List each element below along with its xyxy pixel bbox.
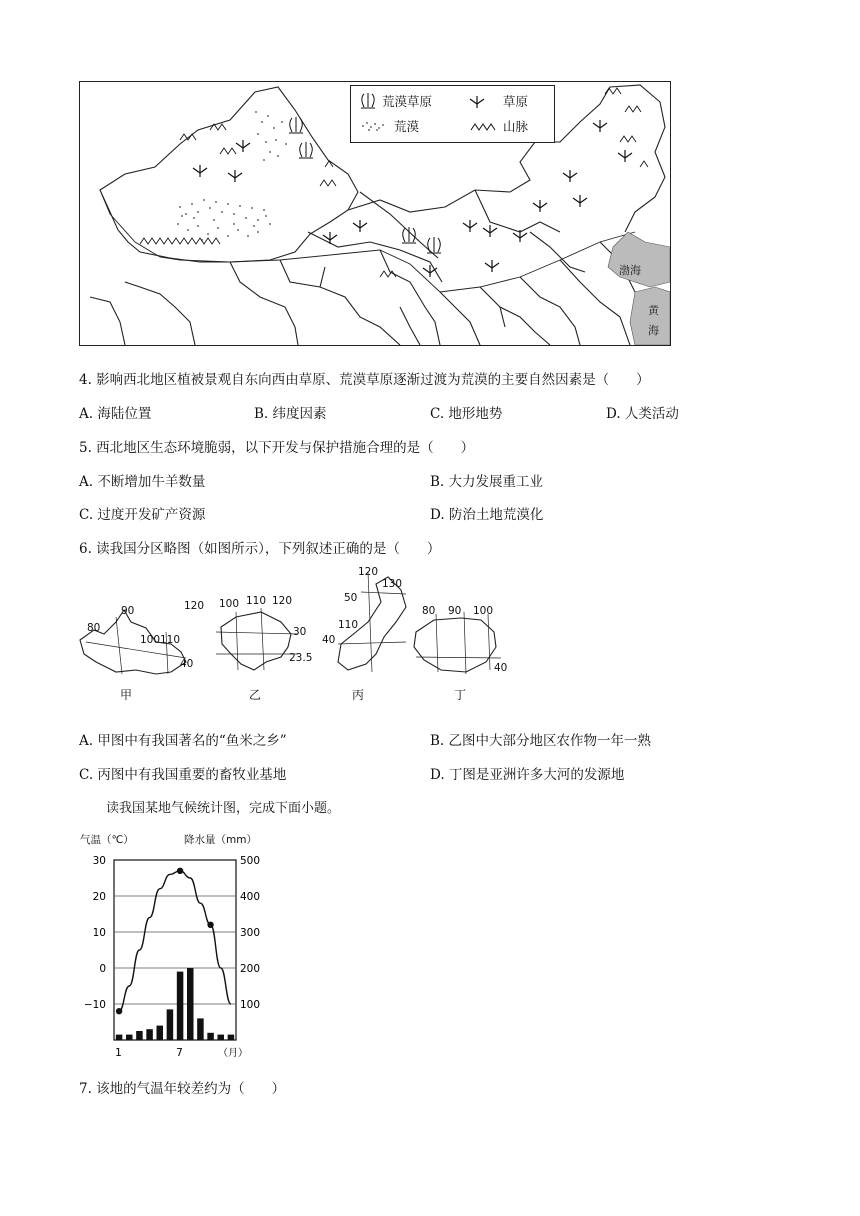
ding-label-80: 80 xyxy=(422,605,436,617)
x-axis-unit: （月） xyxy=(218,1048,248,1059)
question-6-stem: 6. 读我国分区略图（如图所示），下列叙述正确的是（ ） xyxy=(79,541,441,557)
steppe-icon xyxy=(469,93,485,109)
bing-label-110: 110 xyxy=(338,619,359,631)
steppe-symbols xyxy=(193,120,632,277)
precipitation-bar xyxy=(217,1035,224,1040)
q6-option-a[interactable]: A. 甲图中有我国著名的“鱼米之乡” xyxy=(79,733,287,749)
yi-label-110: 110 xyxy=(246,595,267,607)
precipitation-bar xyxy=(197,1018,204,1040)
climate-chart-intro: 读我国某地气候统计图，完成下面小题。 xyxy=(106,801,341,816)
region-ding-outline xyxy=(414,618,496,672)
temperature-tick-label: 30 xyxy=(92,855,106,867)
bohai-sea xyxy=(608,232,670,287)
climate-chart-svg xyxy=(74,828,274,1068)
bohai-label: 渤海 xyxy=(619,264,641,277)
region-yi-name: 乙 xyxy=(249,688,262,702)
bing-label-40: 40 xyxy=(322,634,336,646)
jia-label-80: 80 xyxy=(87,622,101,634)
precipitation-bar xyxy=(116,1035,123,1040)
huanghai-label-1: 黄 xyxy=(648,304,659,317)
temperature-line xyxy=(119,871,231,1011)
temperature-point xyxy=(116,1008,122,1014)
northwest-vegetation-map xyxy=(79,81,671,346)
legend-desert-steppe xyxy=(360,92,432,110)
precipitation-bar xyxy=(167,1009,174,1040)
region-yi-outline xyxy=(221,612,291,670)
mountain-icon xyxy=(469,118,497,134)
precipitation-tick-label: 400 xyxy=(240,891,261,903)
jia-label-120: 120 xyxy=(184,600,205,612)
q4-option-c[interactable]: C. 地形地势 xyxy=(430,406,503,422)
legend-mountain-label: 山脉 xyxy=(503,119,529,134)
q6-option-c[interactable]: C. 丙图中有我国重要的畜牧业基地 xyxy=(79,767,287,783)
precipitation-bar xyxy=(136,1031,143,1040)
precipitation-bar xyxy=(156,1026,163,1040)
precipitation-bar xyxy=(177,972,184,1040)
question-5-stem: 5. 西北地区生态环境脆弱，以下开发与保护措施合理的是（ ） xyxy=(79,440,475,456)
precipitation-bar xyxy=(207,1033,214,1040)
precipitation-bar xyxy=(187,968,194,1040)
temperature-tick-label: −10 xyxy=(83,999,106,1011)
temperature-point xyxy=(207,922,213,928)
region-maps xyxy=(76,562,516,712)
region-bing-name: 丙 xyxy=(352,688,365,702)
q5-option-b[interactable]: B. 大力发展重工业 xyxy=(430,474,544,490)
q6-option-d[interactable]: D. 丁图是亚洲许多大河的发源地 xyxy=(430,767,625,783)
legend-desert-steppe-label: 荒漠草原 xyxy=(382,94,433,109)
jia-label-100: 100 xyxy=(140,634,161,646)
legend-mountain xyxy=(469,117,528,135)
region-ding-name: 丁 xyxy=(454,688,467,702)
precipitation-tick-label: 100 xyxy=(240,999,261,1011)
ding-label-40: 40 xyxy=(494,662,508,674)
bing-label-130: 130 xyxy=(382,578,403,590)
x-tick-label: 7 xyxy=(176,1047,183,1059)
precipitation-bar xyxy=(228,1035,235,1040)
precipitation-bar xyxy=(146,1029,153,1040)
question-7-stem: 7. 该地的气温年较差约为（ ） xyxy=(79,1081,286,1097)
jia-label-40: 40 xyxy=(180,658,194,670)
temperature-point xyxy=(177,868,183,874)
precipitation-tick-label: 500 xyxy=(240,855,261,867)
yi-label-120: 120 xyxy=(272,595,293,607)
desert-icon xyxy=(360,118,388,134)
ding-label-100: 100 xyxy=(473,605,494,617)
x-tick-label: 1 xyxy=(115,1047,122,1059)
temperature-tick-label: 0 xyxy=(99,963,106,975)
yi-label-23-5: 23.5 xyxy=(289,652,313,664)
chart-ylabel-precipitation: 降水量（mm） xyxy=(184,834,257,846)
region-jia-name: 甲 xyxy=(120,688,133,702)
q5-option-d[interactable]: D. 防治土地荒漠化 xyxy=(430,507,544,523)
bing-label-50: 50 xyxy=(344,592,358,604)
legend-desert xyxy=(360,117,419,135)
legend-steppe-label: 草原 xyxy=(503,94,529,109)
map-legend xyxy=(350,85,555,143)
precipitation-bar xyxy=(126,1035,133,1040)
precipitation-tick-label: 200 xyxy=(240,963,261,975)
desert-steppe-icon xyxy=(360,93,376,109)
q4-option-a[interactable]: A. 海陆位置 xyxy=(79,406,152,422)
temperature-tick-label: 20 xyxy=(92,891,106,903)
huanghai-label-2: 海 xyxy=(648,324,659,337)
chart-ylabel-temperature: 气温（℃） xyxy=(80,834,134,846)
yi-label-100: 100 xyxy=(219,598,240,610)
precipitation-tick-label: 300 xyxy=(240,927,261,939)
bing-label-120: 120 xyxy=(358,566,379,578)
q4-option-b[interactable]: B. 纬度因素 xyxy=(254,406,327,422)
jia-label-110: 110 xyxy=(160,634,181,646)
q5-option-a[interactable]: A. 不断增加牛羊数量 xyxy=(79,474,206,490)
legend-desert-label: 荒漠 xyxy=(394,119,420,134)
q6-option-b[interactable]: B. 乙图中大部分地区农作物一年一熟 xyxy=(430,733,652,749)
jia-label-90: 90 xyxy=(121,605,135,617)
temperature-tick-label: 10 xyxy=(92,927,106,939)
yi-label-30: 30 xyxy=(293,626,307,638)
question-4-stem: 4. 影响西北地区植被景观自东向西由草原、荒漠草原逐渐过渡为荒漠的主要自然因素是（ ） xyxy=(79,372,650,388)
legend-steppe xyxy=(469,92,528,110)
plot-frame xyxy=(114,860,236,1040)
ding-label-90: 90 xyxy=(448,605,462,617)
climate-chart xyxy=(74,828,274,1068)
q4-option-d[interactable]: D. 人类活动 xyxy=(606,406,679,422)
q5-option-c[interactable]: C. 过度开发矿产资源 xyxy=(79,507,206,523)
